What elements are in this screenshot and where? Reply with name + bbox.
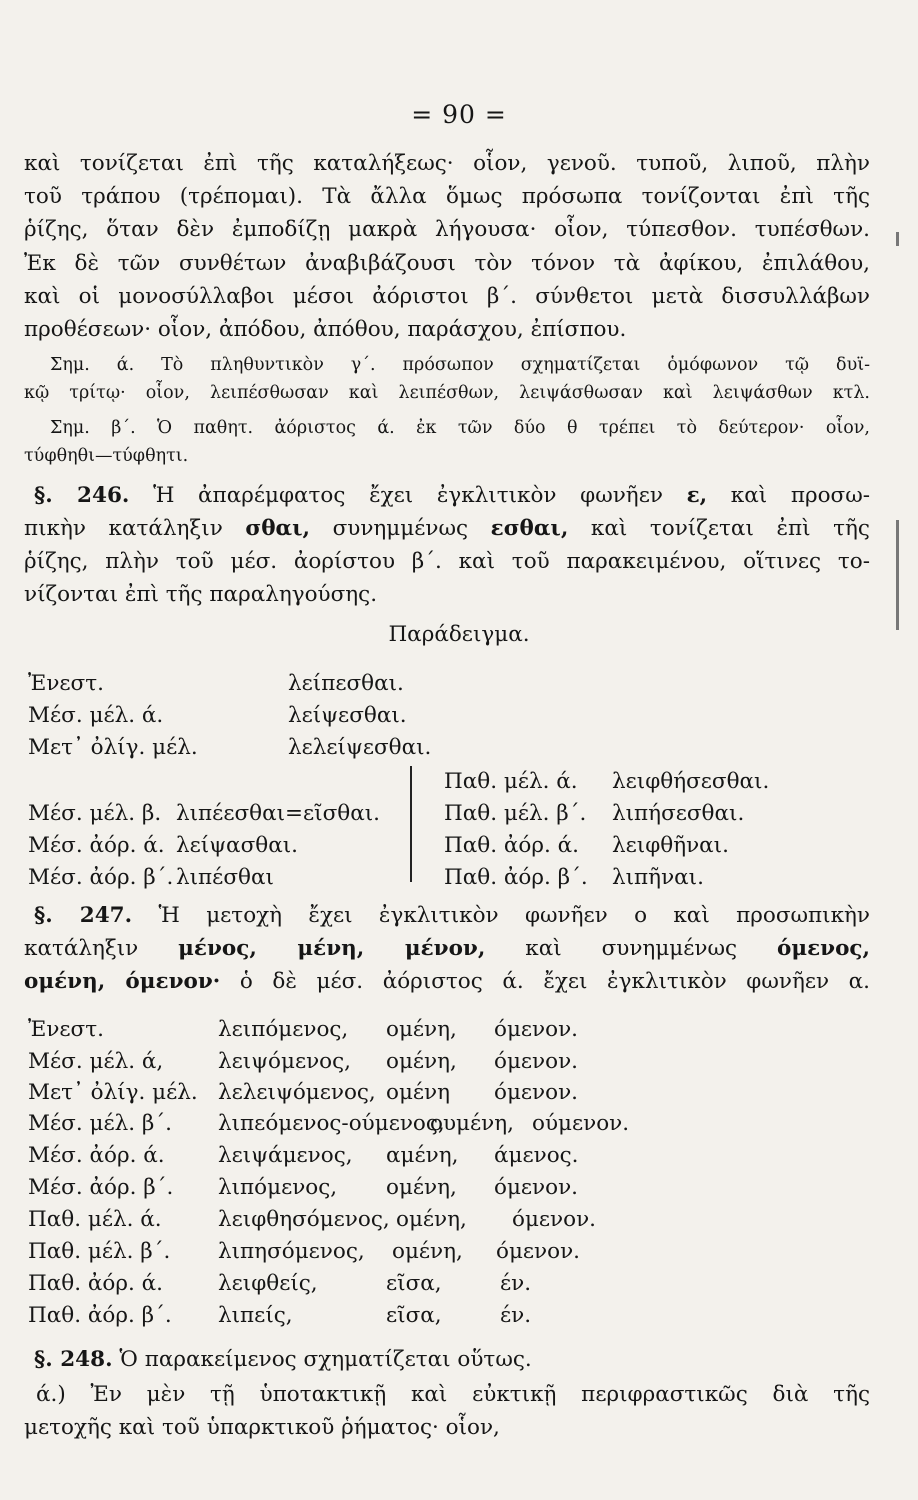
paragraph-line: Ἐκ δὲ τῶν συνθέτων ἀναβιβάζουσι τὸν τόνον τὰ ἀφίκου, ἐπιλάθου, [24, 251, 870, 276]
note-line: κῷ τρίτῳ· οἷον, λειπέσθωσαν καὶ λειπέσθων, λειψάσθωσαν καὶ λειψάσθων κτλ. [24, 383, 870, 403]
verb-form: λείπεσθαι. [288, 671, 404, 696]
section-248-line: §. 248. Ὁ παρακείμενος σχηματίζεται οὕτως. [34, 1347, 532, 1372]
section-246-line: νίζονται ἐπὶ τῆς παραληγούσης. [24, 582, 378, 607]
page-edge-mark [896, 520, 899, 630]
neuter-form: έν. [500, 1303, 532, 1328]
tense-label: Μέσ. ἀόρ. ά. [28, 1143, 165, 1168]
section-248-line: ά.) Ἐν μὲν τῇ ὑποτακτικῇ καὶ εὐκτικῇ περιφραστικῶς διὰ τῆς [36, 1382, 870, 1407]
masculine-form: λειψάμενος, [218, 1143, 353, 1168]
verb-form: λειφθήσεσθαι. [612, 769, 770, 794]
tense-label: Μέσ. μέλ. ά, [28, 1049, 164, 1074]
paragraph-line: καὶ οἱ μονοσύλλαβοι μέσοι ἀόριστοι β΄. σύνθετοι μετὰ δισσυλλάβων [24, 284, 870, 309]
note-line: Σημ. β΄. Ὁ παθητ. ἀόριστος ά. ἐκ τῶν δύο θ τρέπει τὸ δεύτερον· οἷον, [50, 418, 870, 438]
section-247-line: §. 247. Ἡ μετοχὴ ἔχει ἐγκλιτικὸν φωνῆεν ο καὶ προσωπικὴν [34, 903, 870, 928]
masculine-form: λιπόμενος, [218, 1175, 338, 1200]
section-number: §. 248. [34, 1347, 113, 1372]
paragraph-line: καὶ τονίζεται ἐπὶ τῆς καταλήξεως· οἷον, γενοῦ. τυποῦ, λιποῦ, πλὴν [24, 151, 870, 176]
tense-label: Ἐνεστ. [28, 1017, 104, 1042]
tense-label: Παθ. ἀόρ. ά. [444, 833, 580, 858]
feminine-form: εῖσα, [386, 1303, 442, 1328]
tense-label: Παθ. μέλ. β΄. [28, 1239, 171, 1264]
verb-form: λιπέσθαι [176, 865, 274, 890]
page-number: = 90 = [411, 100, 507, 129]
section-247-line: ομένη, όμενον· ὁ δὲ μέσ. ἀόριστος ά. ἔχει ἐγκλιτικὸν φωνῆεν α. [24, 969, 870, 994]
verb-form: λείψασθαι. [176, 833, 298, 858]
paragraph-line: ῥίζης, ὅταν δὲν ἐμποδίζῃ μακρὰ λήγουσα· οἷον, τύπεσθον. τυπέσθων. [24, 217, 870, 242]
feminine-form: ομένη, [386, 1017, 457, 1042]
neuter-form: όμενον. [496, 1239, 580, 1264]
verb-form: λιπῆναι. [612, 865, 704, 890]
section-246-line: πικὴν κατάληξιν σθαι, συνημμένως εσθαι, καὶ τονίζεται ἐπὶ τῆς [24, 516, 870, 541]
masculine-form: λειφθησόμενος, [218, 1207, 390, 1232]
section-246-line: ῥίζης, πλὴν τοῦ μέσ. ἀορίστου β΄. καὶ τοῦ παρακειμένου, οἵτινες το- [24, 549, 870, 574]
masculine-form: λειψόμενος, [218, 1049, 351, 1074]
verb-form: λειφθῆναι. [612, 833, 729, 858]
masculine-form: λειπόμενος, [218, 1017, 349, 1042]
paragraph-line: τοῦ τράπου (τρέπομαι). Τὰ ἄλλα ὅμως πρόσωπα τονίζονται ἐπὶ τῆς [24, 184, 870, 209]
tense-label: Παθ. μέλ. ά. [444, 769, 578, 794]
feminine-form: αμένη, [386, 1143, 459, 1168]
tense-label: Μετ᾽ ὀλίγ. μέλ. [28, 1080, 198, 1105]
feminine-form: ουμένη, [430, 1111, 514, 1136]
masculine-form: λιπείς, [218, 1303, 293, 1328]
masculine-form: λειφθείς, [218, 1271, 318, 1296]
verb-form: λείψεσθαι. [288, 703, 407, 728]
neuter-form: άμενος. [494, 1143, 579, 1168]
neuter-form: όμενον. [494, 1080, 578, 1105]
tense-label: Μέσ. ἀόρ. β΄. [28, 1175, 174, 1200]
tense-label: Παθ. μέλ. β΄. [444, 801, 587, 826]
feminine-form: ομένη, [386, 1049, 457, 1074]
neuter-form: όμενον. [512, 1207, 596, 1232]
tense-label: Μέσ. ἀόρ. ά. [28, 833, 165, 858]
feminine-form: εῖσα, [386, 1271, 442, 1296]
tense-label: Μέσ. μέλ. β΄. [28, 1111, 172, 1136]
neuter-form: όμενον. [494, 1175, 578, 1200]
masculine-form: λελειψόμενος, [218, 1080, 376, 1105]
section-247-line: κατάληξιν μένος, μένη, μένον, καὶ συνημμένως όμενος, [24, 936, 870, 961]
feminine-form: ομένη, [392, 1239, 463, 1264]
tense-label: Μέσ. ἀόρ. β΄. [28, 865, 174, 890]
neuter-form: όμενον. [494, 1049, 578, 1074]
tense-label: Παθ. ἀόρ. β΄. [28, 1303, 172, 1328]
page-edge-mark [896, 232, 899, 246]
note-line: τύφθηθι—τύφθητι. [24, 446, 189, 466]
note-line: Σημ. ά. Τὸ πληθυντικὸν γ΄. πρόσωπον σχηματίζεται ὁμόφωνον τῷ δυϊ- [50, 355, 870, 375]
verb-form: λιπήσεσθαι. [612, 801, 745, 826]
tense-label: Μέσ. μέλ. β. [28, 801, 162, 826]
example-heading: Παράδειγμα. [388, 622, 530, 647]
neuter-form: ούμενον. [532, 1111, 630, 1136]
masculine-form: λιπησόμενος, [218, 1239, 365, 1264]
section-number: §. 247. [34, 903, 133, 928]
tense-label: Παθ. ἀόρ. ά. [28, 1271, 164, 1296]
masculine-form: λιπεόμενος-ούμενος, [218, 1111, 445, 1136]
paragraph-line: προθέσεων· οἷον, ἀπόδου, ἀπόθου, παράσχου, ἐπίσπου. [24, 317, 627, 342]
feminine-form: ομένη, [386, 1175, 457, 1200]
section-number: §. 246. [34, 483, 130, 508]
tense-label: Παθ. μέλ. ά. [28, 1207, 162, 1232]
tense-label: Μετ᾽ ὀλίγ. μέλ. [28, 735, 198, 760]
section-246-line: §. 246. Ἡ ἀπαρέμφατος ἔχει ἐγκλιτικὸν φωνῆεν ε, καὶ προσω- [34, 483, 871, 508]
feminine-form: ομένη, [396, 1207, 467, 1232]
column-divider [410, 766, 412, 882]
verb-form: λελείψεσθαι. [288, 735, 432, 760]
tense-label: Ἐνεστ. [28, 671, 104, 696]
feminine-form: ομένη [386, 1080, 451, 1105]
verb-form: λιπέεσθαι=εῖσθαι. [176, 801, 381, 826]
tense-label: Μέσ. μέλ. ά. [28, 703, 164, 728]
neuter-form: όμενον. [494, 1017, 578, 1042]
neuter-form: έν. [500, 1271, 532, 1296]
tense-label: Παθ. ἀόρ. β΄. [444, 865, 588, 890]
section-248-line: μετοχῆς καὶ τοῦ ὑπαρκτικοῦ ῥήματος· οἷον, [24, 1415, 500, 1440]
